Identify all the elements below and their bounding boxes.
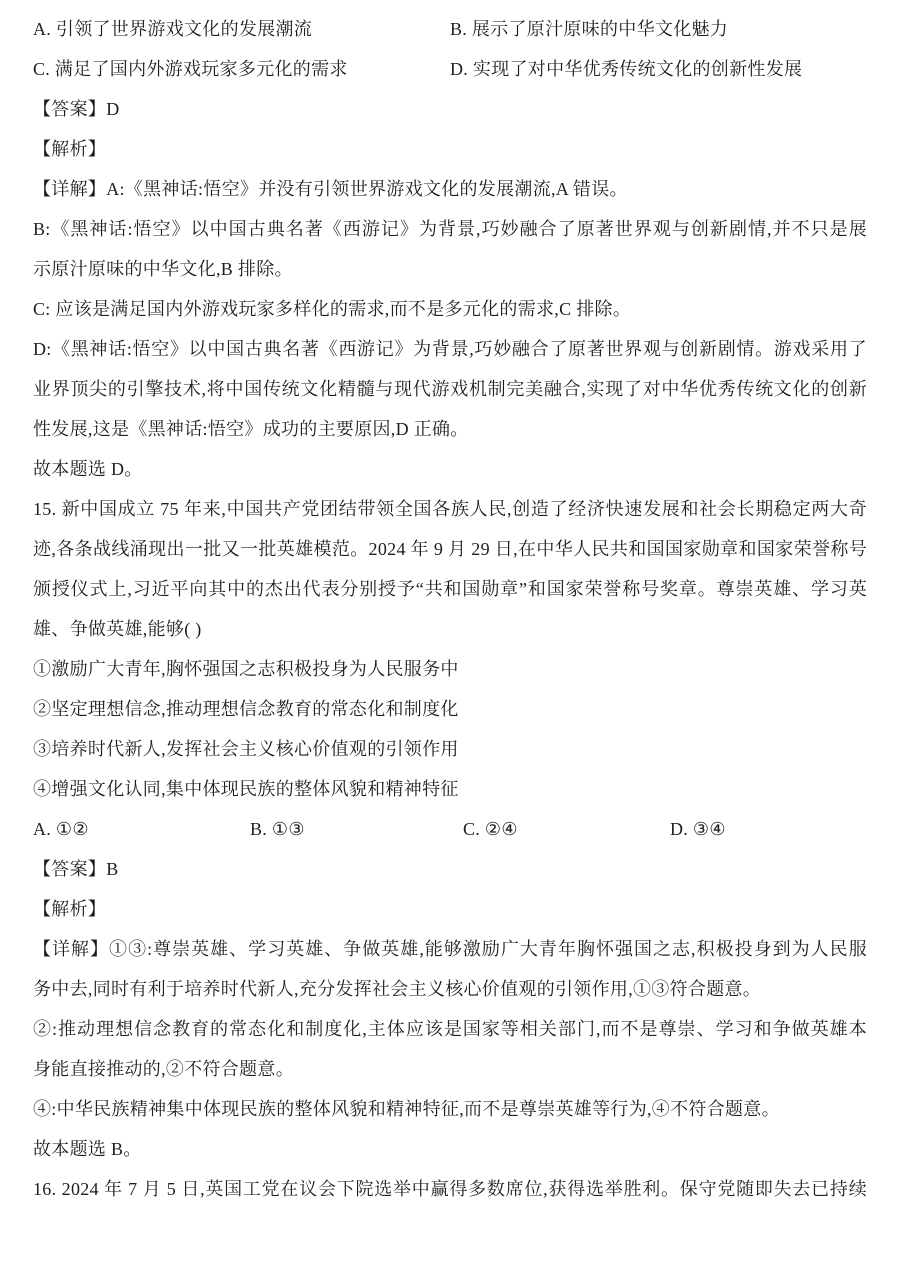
q14-options-row-1 [33,9,867,49]
q15-detail-line-1: 【详解】①③:尊崇英雄、学习英雄、争做英雄,能够激励广大青年胸怀强国之志,积极投身到为人民服 [33,939,867,959]
q14-detail-line-6: 业界顶尖的引擎技术,将中国传统文化精髓与现代游戏机制完美融合,实现了对中华优秀传统文化的创新 [33,379,867,399]
q15-options-row [33,809,867,849]
q15-option-c: C. ②④ [463,819,518,839]
q15-detail-line-5: ④:中华民族精神集中体现民族的整体风貌和精神特征,而不是尊崇英雄等行为,④不符合题意。 [33,1099,780,1119]
q15-item-1: ①激励广大青年,胸怀强国之志积极投身为人民服务中 [33,659,459,679]
q15-analysis-label: 【解析】 [33,899,107,919]
q15-stem-line-3: 颁授仪式上,习近平向其中的杰出代表分别授予“共和国勋章”和国家荣誉称号奖章。尊崇英雄、学习英 [33,579,867,599]
q15-detail-line-2: 务中去,同时有利于培养时代新人,充分发挥社会主义核心价值观的引领作用,①③符合题意。 [33,979,762,999]
q15-stem-line-2: 迹,各条战线涌现出一批又一批英雄模范。2024 年 9 月 29 日,在中华人民共和国国家勋章和国家荣誉称号 [33,539,867,559]
q15-item-2: ②坚定理想信念,推动理想信念教育的常态化和制度化 [33,699,459,719]
q15-detail-line-3: ②:推动理想信念教育的常态化和制度化,主体应该是国家等相关部门,而不是尊崇、学习和争做英雄本 [33,1019,867,1039]
document-content [33,9,867,1209]
q15-option-d: D. ③④ [670,819,726,839]
q14-detail-line-2: B:《黑神话:悟空》以中国古典名著《西游记》为背景,巧妙融合了原著世界观与创新剧情,并不只是展 [33,219,867,239]
q14-detail-line-4: C: 应该是满足国内外游戏玩家多样化的需求,而不是多元化的需求,C 排除。 [33,299,632,319]
q16-stem-line-1: 16. 2024 年 7 月 5 日,英国工党在议会下院选举中赢得多数席位,获得选举胜利。保守党随即失去已持续 [33,1179,867,1199]
q15-item-3: ③培养时代新人,发挥社会主义核心价值观的引领作用 [33,739,459,759]
q15-stem-line-4: 雄、争做英雄,能够( ) [33,619,202,639]
q15-answer-line: 【答案】B [33,859,119,879]
q14-detail-line-1: 【详解】A:《黑神话:悟空》并没有引领世界游戏文化的发展潮流,A 错误。 [33,179,628,199]
q14-detail-line-7: 性发展,这是《黑神话:悟空》成功的主要原因,D 正确。 [33,419,469,439]
q15-option-a: A. ①② [33,819,89,839]
q14-detail-line-3: 示原汁原味的中华文化,B 排除。 [33,259,293,279]
q14-answer-line: 【答案】D [33,99,120,119]
q14-options-row-2 [33,49,867,89]
q14-option-b: B. 展示了原汁原味的中华文化魅力 [450,19,729,39]
q15-detail-line-4: 身能直接推动的,②不符合题意。 [33,1059,294,1079]
q14-option-a: A. 引领了世界游戏文化的发展潮流 [33,19,313,39]
q14-option-d: D. 实现了对中华优秀传统文化的创新性发展 [450,59,803,79]
q15-stem-line-1: 15. 新中国成立 75 年来,中国共产党团结带领全国各族人民,创造了经济快速发展和社会长期稳定两大奇 [33,499,867,519]
q15-item-4: ④增强文化认同,集中体现民族的整体风貌和精神特征 [33,779,459,799]
q15-option-b: B. ①③ [250,819,305,839]
q14-analysis-label: 【解析】 [33,139,107,159]
q15-conclusion-line: 故本题选 B。 [33,1139,142,1159]
q14-conclusion-line: 故本题选 D。 [33,459,143,479]
q14-option-c: C. 满足了国内外游戏玩家多元化的需求 [33,59,348,79]
q14-detail-line-5: D:《黑神话:悟空》以中国古典名著《西游记》为背景,巧妙融合了原著世界观与创新剧情。游戏采用了 [33,339,867,359]
